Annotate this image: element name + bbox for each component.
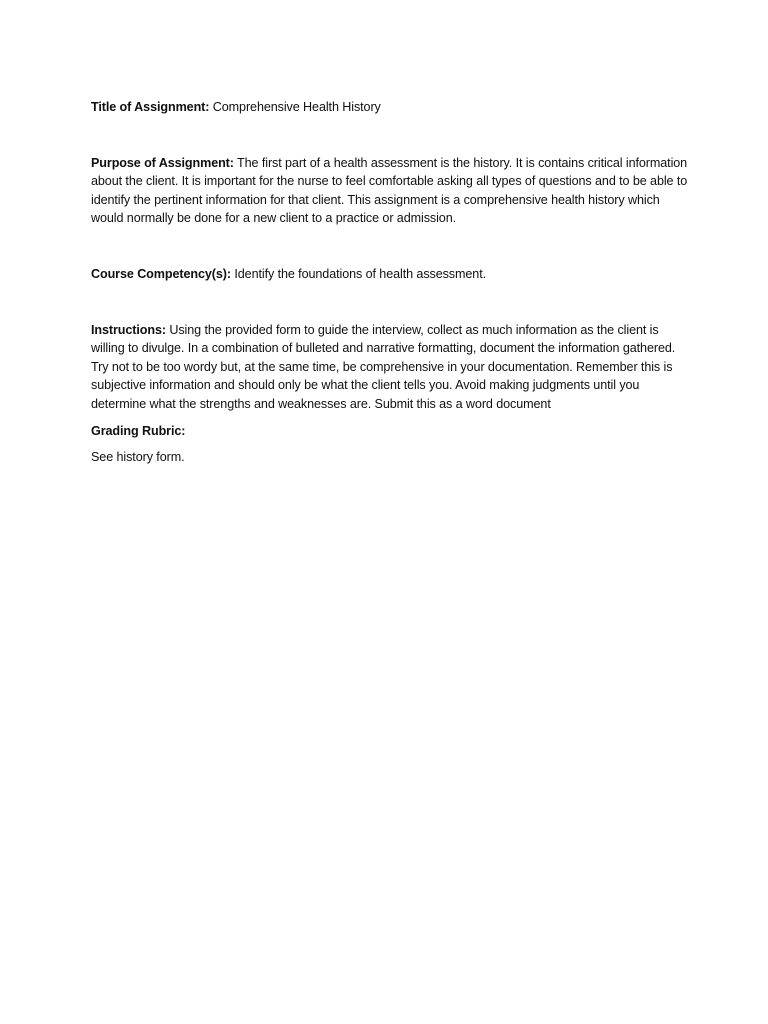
- instructions-paragraph: [91, 321, 691, 414]
- assignment-title-label: Title of Assignment:: [91, 100, 210, 114]
- competency-label: Course Competency(s):: [91, 266, 231, 281]
- competency-paragraph: [91, 265, 691, 284]
- instructions-text: Using the provided form to guide the interview, collect as much information as the client is willing to divulge. In a combination of bulleted and narrative formatting, document the information gathered. Try not to be too wordy but, at the same time, be comprehensive in your documentation. Remember this is subjective information and should only be what the client tells you. Avoid making judgments until you determine what the strengths and weaknesses are. Submit this as a word document: [91, 322, 676, 411]
- purpose-paragraph: [91, 154, 691, 228]
- purpose-label: Purpose of Assignment:: [91, 155, 234, 170]
- document-content: [91, 98, 691, 467]
- grading-rubric-label: Grading Rubric:: [91, 423, 186, 438]
- competency-text: Identify the foundations of health assessment.: [230, 266, 487, 281]
- grading-rubric-heading: [91, 422, 691, 441]
- grading-rubric-text: See history form.: [91, 450, 185, 465]
- purpose-text: The first part of a health assessment is the history. It is contains critical information about the client. It is important for the nurse to feel comfortable asking all types of questions and to be able to identify the pertinent information for that client. This assignment is a comprehensive health history which would normally be done for a new client to a practice or admission.: [91, 155, 688, 226]
- instructions-label: Instructions:: [91, 322, 166, 337]
- assignment-title-text: Comprehensive Health History: [209, 100, 381, 114]
- assignment-title: [91, 98, 691, 117]
